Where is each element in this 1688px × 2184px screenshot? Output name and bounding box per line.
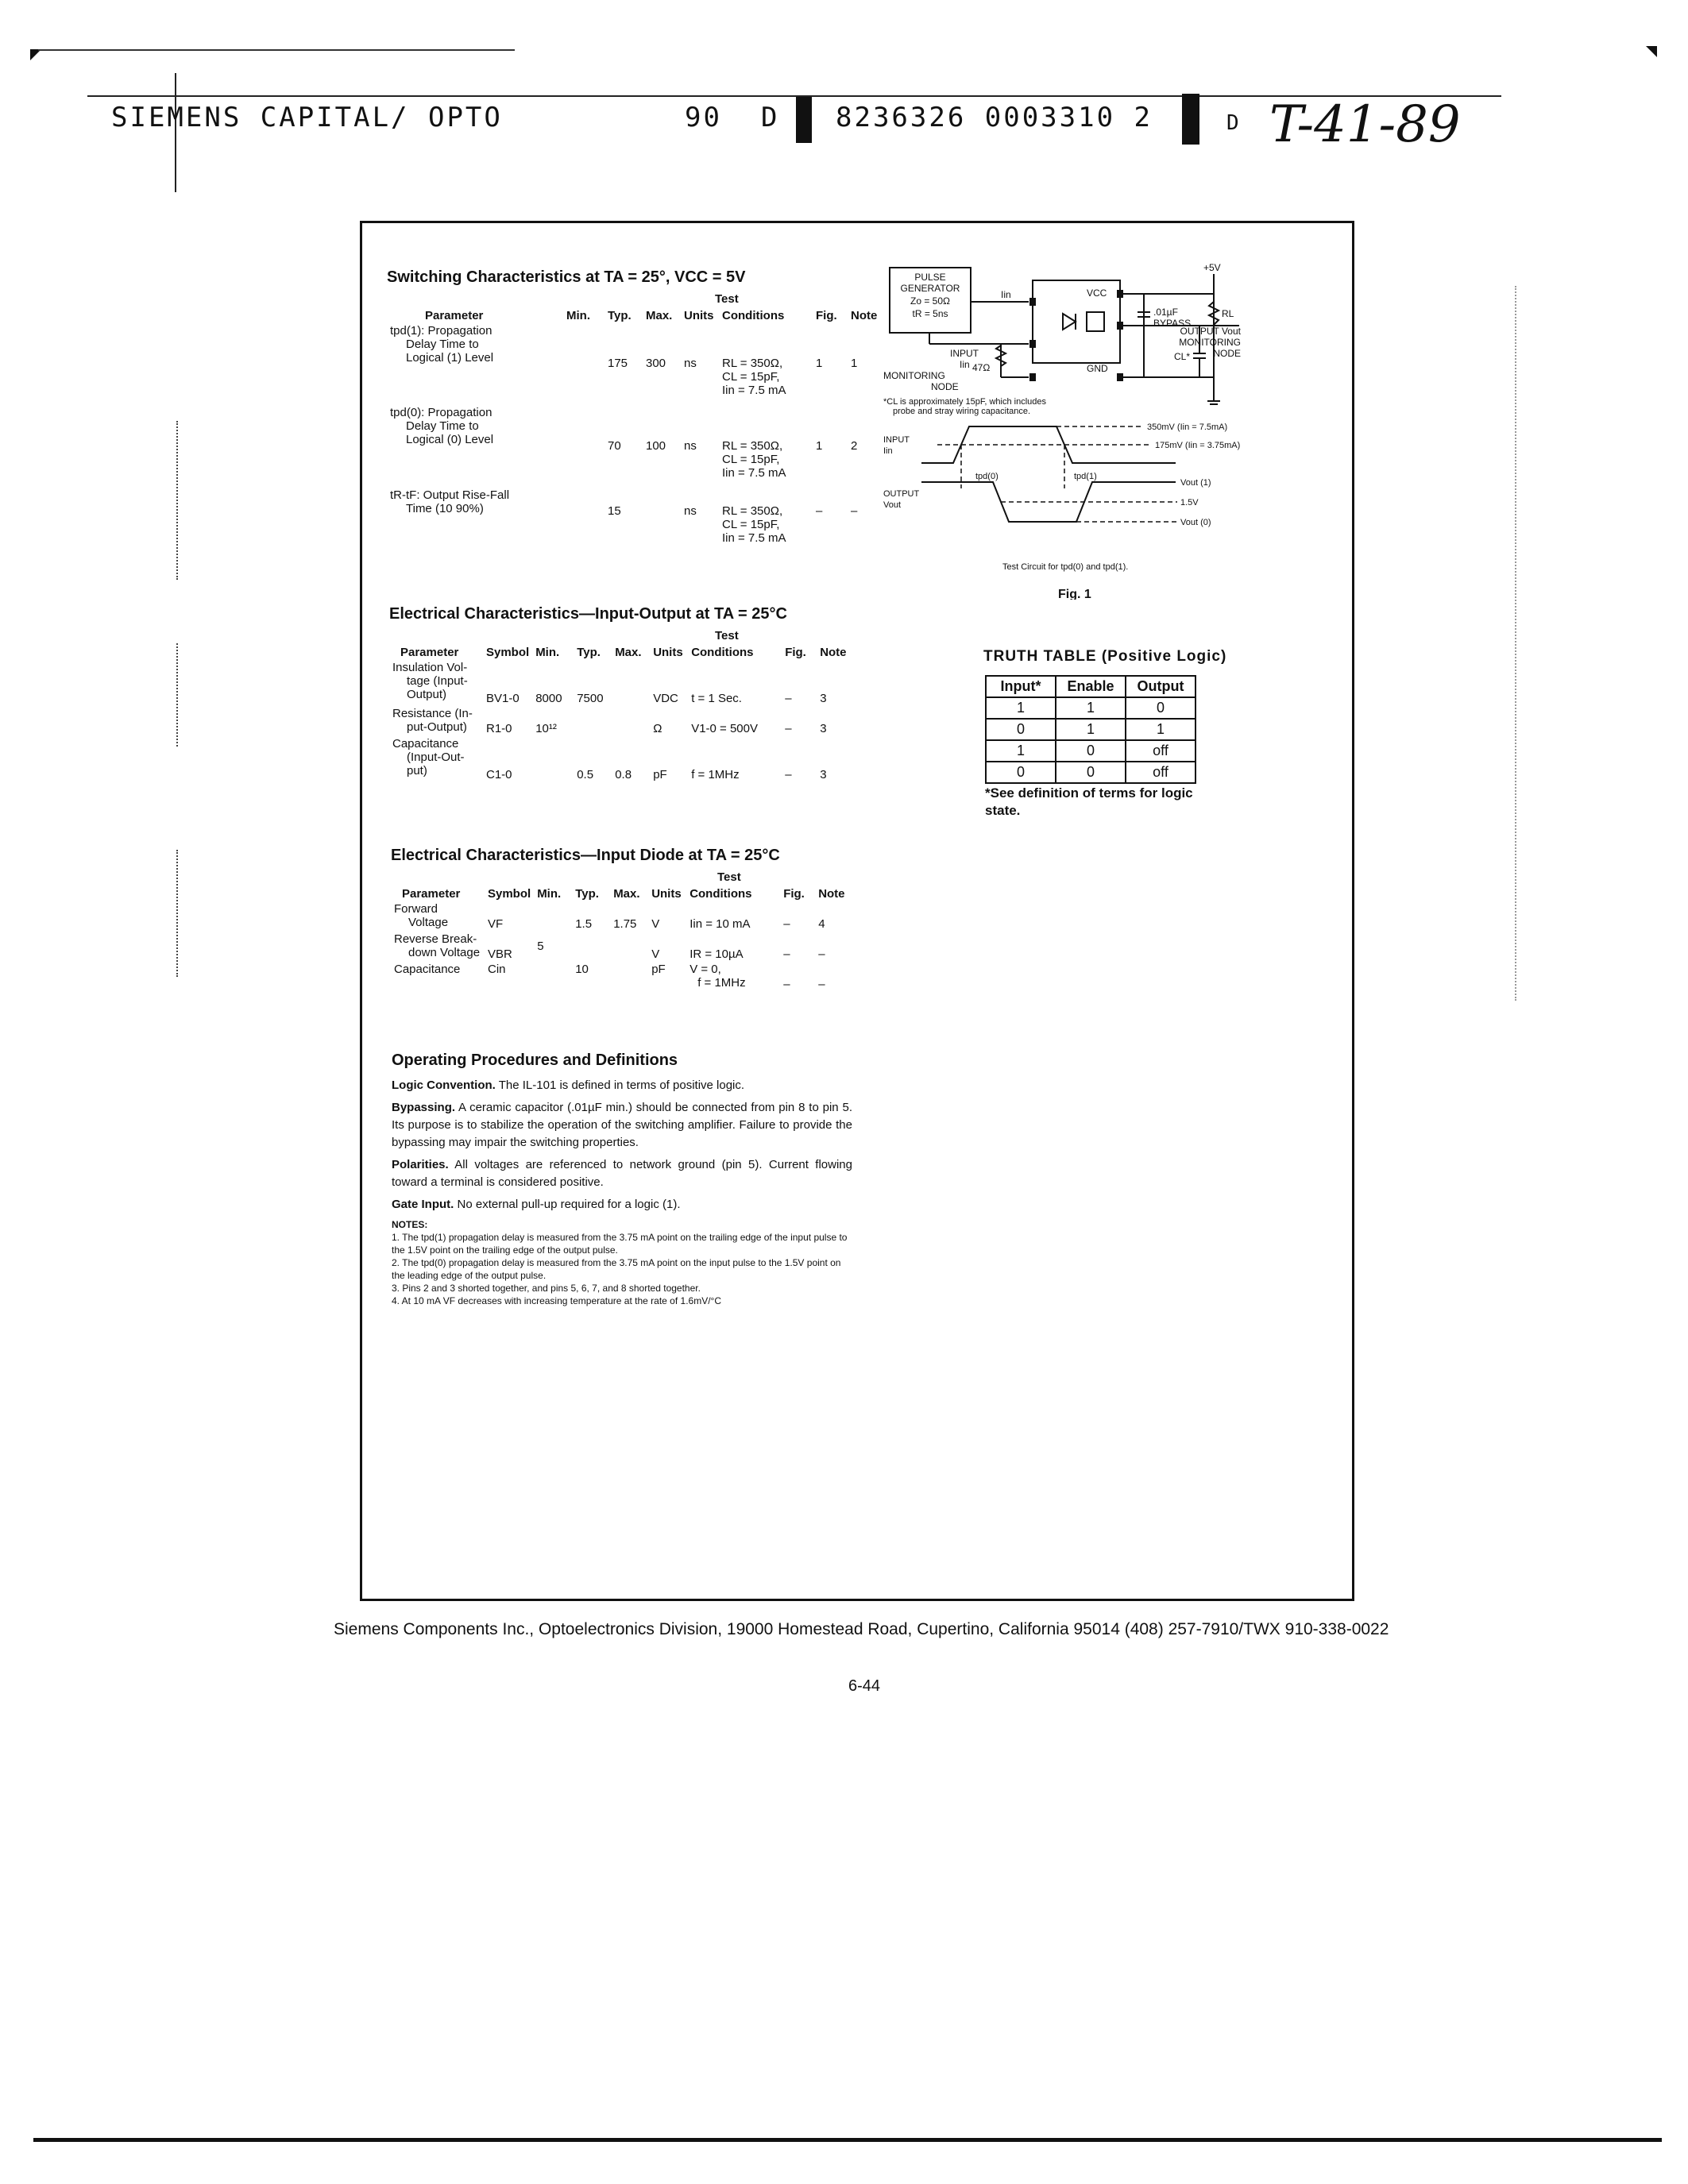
tpd1-label: tpd(1) [1074, 472, 1097, 481]
header-code-b: D [761, 102, 780, 133]
col-max: Max. [613, 887, 640, 901]
cell-max [643, 480, 681, 546]
procedures-title: Operating Procedures and Definitions [392, 1051, 678, 1069]
cell-note: – [818, 947, 825, 961]
truth-cell: 1 [1126, 719, 1196, 740]
output-node-label-3: NODE [1213, 348, 1241, 359]
col-units: Units [653, 646, 683, 659]
diode-row [391, 932, 853, 962]
truth-row [986, 740, 1196, 762]
cell-fig: – [785, 692, 792, 705]
cell-conditions: t = 1 Sec. [691, 692, 742, 705]
pulse-gen-label-1: PULSE [914, 272, 946, 283]
figure-label: Fig. 1 [1058, 588, 1091, 600]
page-number: 6-44 [848, 1677, 881, 1695]
cond-line: RL = 350Ω, [722, 439, 783, 453]
bottom-rule [33, 2138, 1662, 2142]
wave-output-label-2: Vout [883, 500, 902, 510]
wave-input-label-1: INPUT [883, 435, 910, 445]
cell-max [612, 660, 650, 706]
circuit-footnote-2: probe and stray wiring capacitance. [893, 407, 1031, 416]
cell-min [563, 480, 605, 546]
supply-label: +5V [1203, 262, 1221, 273]
scan-corner-mark-right [1646, 46, 1657, 57]
pulse-gen-label-4: tR = 5ns [912, 308, 948, 319]
param-line: Time (10 90%) [406, 502, 484, 515]
input-node-label-1: INPUT [950, 348, 979, 359]
cell-symbol: Cin [488, 963, 506, 976]
truth-cell: 1 [1056, 719, 1126, 740]
tpd0-label: tpd(0) [975, 472, 999, 481]
cell-max: 0.8 [615, 768, 632, 781]
col-parameter: Parameter [402, 887, 461, 901]
procedure-text: All voltages are referenced to network ground (pin 5). Current flowing toward a terminal is considered positive. [392, 1158, 852, 1189]
cell-note: 1 [851, 357, 858, 370]
param-line: (Input-Out- [407, 751, 465, 764]
cell-fig: 1 [816, 357, 823, 370]
param-line: Delay Time to [406, 419, 479, 433]
cell-note: – [851, 504, 858, 518]
cell-conditions: f = 1MHz [691, 768, 740, 781]
diode-title: Electrical Characteristics—Input Diode at TA = 25°C [391, 847, 780, 864]
margin-mark [176, 850, 180, 977]
col-note: Note [818, 887, 845, 901]
col-fig: Fig. [783, 887, 805, 901]
param-line: Output) [407, 688, 447, 701]
io-header-row [389, 645, 855, 660]
cell-units: VDC [653, 692, 678, 705]
wave-input-label-2: Iin [883, 446, 893, 456]
pin-markers [1029, 290, 1123, 381]
diode-table [391, 886, 853, 992]
output-node-label-1: OUTPUT Vout [1180, 326, 1241, 337]
procedure-item [392, 1196, 852, 1214]
handwritten-code: T-41-89 [1269, 95, 1461, 154]
diode-row [391, 901, 853, 932]
truth-header: Input* [986, 676, 1056, 697]
switching-table [387, 308, 886, 546]
note-item: 3. Pins 2 and 3 shorted together, and pins 5, 6, 7, and 8 shorted together. [392, 1283, 701, 1294]
cond-line: Iin = 7.5 mA [722, 384, 786, 397]
header-company: SIEMENS CAPITAL/ OPTO [111, 102, 503, 133]
switching-row [387, 480, 886, 546]
param-line: Logical (0) Level [406, 433, 494, 446]
cond-line: Iin = 7.5 mA [722, 466, 786, 480]
col-min: Min. [535, 646, 560, 659]
cell-units: ns [684, 504, 697, 518]
procedure-term: Gate Input. [392, 1198, 454, 1211]
col-note: Note [851, 309, 878, 322]
cell-note: 2 [851, 439, 858, 453]
cell-max: 100 [646, 439, 666, 453]
col-conditions: Conditions [691, 646, 754, 659]
circuit-footnote-1: *CL is approximately 15pF, which includes [883, 397, 1047, 407]
cell-fig: – [785, 722, 792, 735]
cell-symbol: R1-0 [486, 722, 512, 735]
input-resistor-label: 47Ω [972, 362, 991, 373]
col-note: Note [820, 646, 847, 659]
col-symbol: Symbol [488, 887, 531, 901]
cell-typ: 70 [608, 439, 621, 453]
truth-row [986, 697, 1196, 719]
footer-address: Siemens Components Inc., Optoelectronics Division, 19000 Homestead Road, Cupertino, California 95014 (408) 257-7910/TWX 910-338-0022 [334, 1620, 1389, 1638]
switching-title: Switching Characteristics at TA = 25°, VCC = 5V [387, 268, 746, 286]
truth-table-title: TRUTH TABLE (Positive Logic) [983, 648, 1227, 665]
notes-title: NOTES: [392, 1219, 428, 1230]
cell-typ: 7500 [577, 692, 604, 705]
cond-line: CL = 15pF, [722, 453, 780, 466]
v15-label: 1.5V [1180, 498, 1199, 507]
switching-row [387, 323, 886, 398]
header-black-bar [796, 97, 812, 143]
cell-note: 3 [820, 722, 827, 735]
procedure-term: Bypassing. [392, 1101, 456, 1114]
cell-typ: 175 [608, 357, 628, 370]
param-line: tpd(1): Propagation [390, 324, 492, 338]
cell-typ [574, 706, 612, 736]
level-175-label: 175mV (Iin = 3.75mA) [1155, 441, 1241, 450]
scan-corner-mark [30, 49, 41, 60]
diode-test-label: Test [717, 870, 741, 884]
cell-units: V [651, 947, 660, 961]
cell-fig: – [816, 504, 823, 518]
load-cap-label: CL* [1174, 351, 1191, 362]
cell-units: Ω [653, 722, 662, 735]
vout0-label: Vout (0) [1180, 518, 1211, 527]
truth-header: Output [1126, 676, 1196, 697]
col-max: Max. [615, 646, 642, 659]
switching-test-label: Test [715, 292, 739, 306]
cell-fig: – [783, 917, 790, 931]
io-title: Electrical Characteristics—Input-Output at TA = 25°C [389, 605, 787, 623]
col-symbol: Symbol [486, 646, 530, 659]
note-item: 4. At 10 mA VF decreases with increasing temperature at the rate of 1.6mV/°C [392, 1295, 722, 1306]
pulse-gen-label-2: GENERATOR [900, 283, 960, 294]
cell-max: 300 [646, 357, 666, 370]
wave-output-label-1: OUTPUT [883, 489, 920, 499]
cell-min [534, 962, 572, 992]
cell-min [532, 736, 574, 782]
cell-max [610, 932, 648, 962]
truth-row [986, 719, 1196, 740]
col-fig: Fig. [816, 309, 837, 322]
margin-mark [176, 421, 180, 580]
cell-conditions: IR = 10µA [689, 947, 744, 961]
col-min: Min. [566, 309, 590, 322]
cond-line: CL = 15pF, [722, 370, 780, 384]
bypass-cap-label: .01µF [1153, 307, 1178, 318]
cond-line: V = 0, [689, 963, 721, 976]
cell-typ [572, 932, 610, 962]
param-line: put-Output) [407, 720, 467, 734]
col-conditions: Conditions [689, 887, 752, 901]
cell-symbol: C1-0 [486, 768, 512, 781]
param-line: tage (Input- [407, 674, 468, 688]
param-line: Resistance (In- [392, 707, 473, 720]
header-code-d: D [1226, 111, 1242, 135]
io-row [389, 706, 855, 736]
header-black-bar-2 [1182, 94, 1199, 145]
cell-min [563, 323, 605, 398]
truth-cell: 1 [986, 740, 1056, 762]
col-parameter: Parameter [400, 646, 459, 659]
col-parameter: Parameter [425, 309, 484, 322]
level-350-label: 350mV (Iin = 7.5mA) [1147, 423, 1228, 432]
cell-typ: 0.5 [577, 768, 594, 781]
load-resistor-label: RL [1222, 308, 1234, 319]
col-typ: Typ. [577, 646, 601, 659]
input-node-label-3: MONITORING [883, 370, 945, 381]
test-circuit-figure [882, 258, 1247, 600]
cell-units: ns [684, 357, 697, 370]
truth-cell: 0 [1126, 697, 1196, 719]
margin-mark [176, 643, 180, 747]
col-typ: Typ. [608, 309, 632, 322]
cell-units: pF [651, 963, 666, 976]
truth-table [985, 675, 1196, 784]
param-line: Capacitance [394, 963, 461, 976]
param-line: Logical (1) Level [406, 351, 494, 365]
col-min: Min. [537, 887, 562, 901]
col-max: Max. [646, 309, 673, 322]
procedure-text: No external pull-up required for a logic (1). [457, 1198, 681, 1211]
switching-row [387, 398, 886, 480]
cond-line: RL = 350Ω, [722, 357, 783, 370]
truth-header-row [986, 676, 1196, 697]
header-top-rule [38, 49, 515, 51]
notes [392, 1218, 852, 1307]
cell-symbol: VF [488, 917, 504, 931]
truth-cell: off [1126, 740, 1196, 762]
cell-note: 4 [818, 917, 825, 931]
header-code-c: 8236326 0003310 2 [836, 102, 1153, 133]
gnd-label: GND [1087, 363, 1108, 374]
procedure-item [392, 1077, 852, 1094]
procedure-term: Polarities. [392, 1158, 449, 1171]
param-line: put) [407, 764, 427, 778]
cell-max [612, 706, 650, 736]
truth-cell: 1 [986, 697, 1056, 719]
cell-conditions: Iin = 10 mA [689, 917, 751, 931]
col-typ: Typ. [575, 887, 599, 901]
procedure-text: A ceramic capacitor (.01µF min.) should be connected from pin 8 to pin 5. Its purpose is to stabilize the operation of the switching amplifier. Failure to provide the bypassing may impair the switching properties. [392, 1101, 852, 1149]
param-line: Forward [394, 902, 438, 916]
pulse-gen-label-3: Zo = 50Ω [910, 295, 950, 307]
cell-typ: 1.5 [575, 917, 593, 931]
output-node-label-2: MONITORING [1179, 337, 1241, 348]
param-line: tpd(0): Propagation [390, 406, 492, 419]
cell-fig: 1 [816, 439, 823, 453]
procedure-item [392, 1099, 852, 1152]
param-line: tR-tF: Output Rise-Fall [390, 488, 510, 502]
param-line: Capacitance [392, 737, 459, 751]
col-units: Units [684, 309, 714, 322]
truth-cell: 1 [1056, 697, 1126, 719]
param-line: down Voltage [408, 946, 481, 959]
io-test-label: Test [715, 629, 739, 642]
diode-row [391, 962, 853, 992]
truth-cell: 0 [1056, 762, 1126, 783]
margin-mark [1515, 286, 1518, 1001]
vout1-label: Vout (1) [1180, 478, 1211, 488]
cell-note: 3 [820, 768, 827, 781]
cell-symbol: VBR [488, 947, 512, 961]
cell-fig: – [783, 947, 790, 961]
cell-min: 5 [537, 940, 544, 953]
vcc-label: VCC [1087, 287, 1107, 299]
param-line: Insulation Vol- [392, 661, 468, 674]
col-units: Units [651, 887, 682, 901]
cell-units: pF [653, 768, 667, 781]
cell-conditions: V1-0 = 500V [691, 722, 758, 735]
io-table [389, 645, 855, 782]
procedure-term: Logic Convention. [392, 1078, 496, 1092]
input-node-label-4: NODE [931, 381, 959, 392]
cond-line: f = 1MHz [697, 976, 746, 990]
input-current-label: Iin [1001, 289, 1011, 300]
cell-typ: 10 [575, 963, 589, 976]
diode-header-row [391, 886, 853, 901]
bypass-label: BYPASS [1153, 318, 1192, 329]
param-line: Delay Time to [406, 338, 479, 351]
figure-caption: Test Circuit for tpd(0) and tpd(1). [1002, 562, 1129, 572]
param-line: Voltage [408, 916, 449, 929]
cond-line: CL = 15pF, [722, 518, 780, 531]
truth-row [986, 762, 1196, 783]
cell-max [610, 962, 648, 992]
truth-header: Enable [1056, 676, 1126, 697]
cell-min: 8000 [535, 692, 562, 705]
cell-fig: – [785, 768, 792, 781]
cell-min: 10¹² [535, 722, 557, 735]
cell-min [534, 901, 572, 932]
col-conditions: Conditions [722, 309, 785, 322]
cell-max: 1.75 [613, 917, 637, 931]
cell-min [563, 398, 605, 480]
note-item: 2. The tpd(0) propagation delay is measured from the 3.75 mA point on the input pulse to the 1.5V point on the leading edge of the output pulse. [392, 1257, 841, 1281]
procedure-text: The IL-101 is defined in terms of positive logic. [498, 1078, 745, 1092]
col-fig: Fig. [785, 646, 806, 659]
cond-line: RL = 350Ω, [722, 504, 783, 518]
cell-units: ns [684, 439, 697, 453]
cond-line: Iin = 7.5 mA [722, 531, 786, 545]
truth-cell: 0 [986, 719, 1056, 740]
truth-cell: 0 [1056, 740, 1126, 762]
header-code-a: 90 [685, 102, 722, 133]
io-row [389, 736, 855, 782]
cell-typ: 15 [608, 504, 621, 518]
io-row [389, 660, 855, 706]
cell-symbol: BV1-0 [486, 692, 520, 705]
cell-note: – [818, 978, 825, 991]
cell-units: V [651, 917, 660, 931]
truth-table-footnote: *See definition of terms for logic state. [985, 785, 1193, 818]
procedure-item [392, 1156, 852, 1191]
cell-note: 3 [820, 692, 827, 705]
input-node-label-2: Iin [960, 359, 970, 370]
note-item: 1. The tpd(1) propagation delay is measured from the 3.75 mA point on the trailing edge of the input pulse to the 1.5V point on the trailing edge of the output pulse. [392, 1232, 848, 1256]
truth-cell: 0 [986, 762, 1056, 783]
param-line: Reverse Break- [394, 932, 477, 946]
procedures-body [392, 1077, 852, 1307]
truth-table-wrap [985, 675, 1196, 784]
switching-header-row [387, 308, 886, 323]
cell-fig: – [783, 978, 790, 991]
truth-cell: off [1126, 762, 1196, 783]
